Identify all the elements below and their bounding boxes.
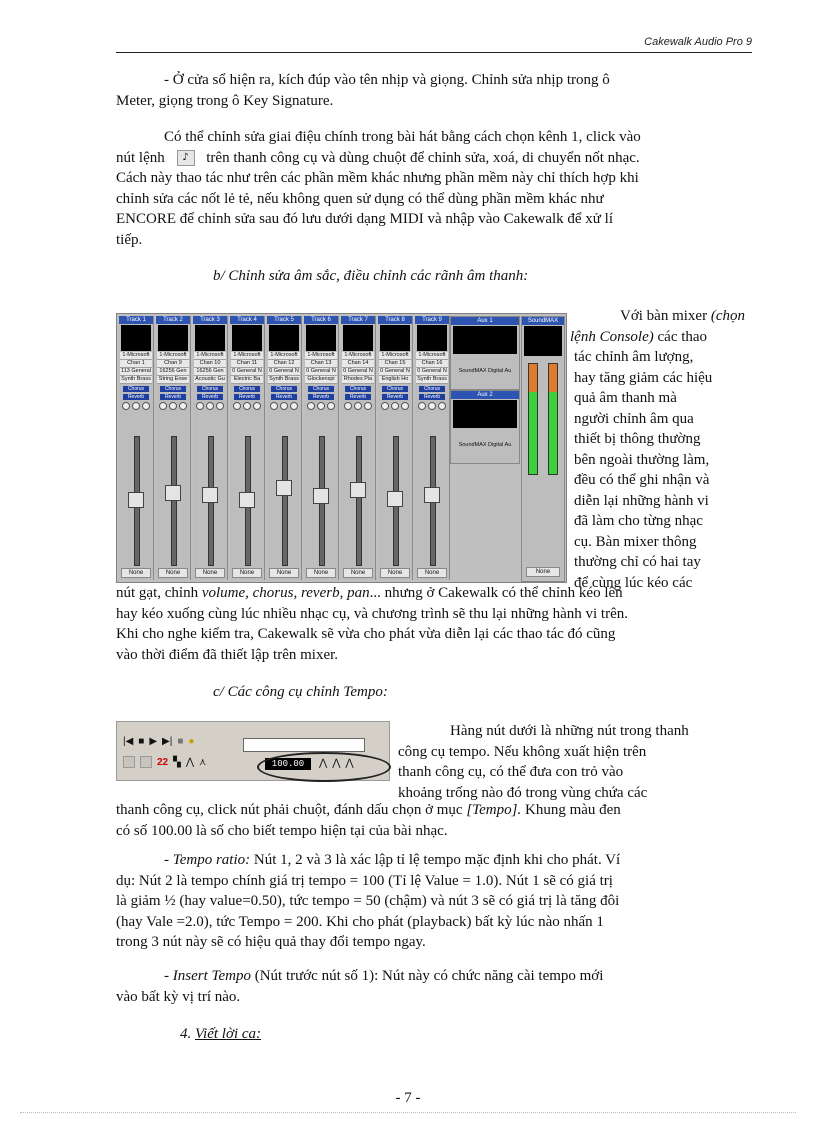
level-meter <box>528 363 538 475</box>
knob-icon <box>270 402 278 410</box>
strip-port: 1-Microsoft <box>379 352 411 360</box>
knob-icon <box>196 402 204 410</box>
knob-icon <box>344 402 352 410</box>
mixer-text-2b: các thao <box>657 328 708 345</box>
tempo-ratio-line-5: trong 3 nút này sẽ có hiệu quả thay đổi tempo ngay. <box>116 934 426 950</box>
mixer-text-line-9: đều có thể ghi nhận và <box>574 472 710 488</box>
tempo-desc-line-1: Hàng nút dưới là những nút trong thanh <box>450 723 689 739</box>
strip-instrument: Electric Ba <box>231 376 263 384</box>
tempo-ratio-line-1 <box>116 850 740 871</box>
strip-track-name: Track 2 <box>156 316 190 324</box>
intro-paragraph <box>116 70 740 111</box>
strip-scope <box>343 325 373 351</box>
strip-patch: 113 General <box>121 368 151 374</box>
insert-tempo-prefix: - <box>164 968 173 984</box>
tempo-desc-line-2: công cụ tempo. Nếu không xuất hiện trên <box>398 743 647 760</box>
strip-track-name: Track 8 <box>378 316 412 324</box>
tempo-value-display: 100.00 <box>265 758 311 770</box>
tempo-ratio-first: Nút 1, 2 và 3 là xác lập tỉ lệ tempo mặc định khi cho phát. Ví <box>253 852 621 868</box>
strip-patch: 16256 Gen <box>194 368 226 376</box>
mixer-text-line-8: bên ngoài thường làm, <box>574 451 710 468</box>
strip-patch: 0 General N <box>380 368 410 374</box>
strip-chorus: Chorus <box>271 386 297 392</box>
ratio-button-1-icon: ⋀ <box>319 758 328 769</box>
melody-line-5: ENCORE để chỉnh sửa sau đó lưu dưới dạng MIDI và nhập vào Cakewalk để xử lí <box>116 211 614 227</box>
tempo-tool-icon-2: ⋀ <box>185 756 195 768</box>
tempo-ratio-line-2: dụ: Nút 2 là tempo chính giá trị tempo = 100 (Tỉ lệ Value = 1.0). Nút 1 sẽ có giá trị <box>116 872 613 889</box>
level-meter <box>548 363 558 475</box>
mixer-strip <box>193 316 228 580</box>
play-icon: ▶ <box>149 736 158 747</box>
tempo-row <box>123 756 206 768</box>
fader-cap <box>424 487 440 503</box>
mixer-text-line-2 <box>570 327 788 348</box>
strip-output: None <box>380 568 410 578</box>
section-4-title: Viết lời ca: <box>195 1026 262 1042</box>
mixer-text-line-4: hay tăng giảm các hiệu <box>574 369 713 386</box>
mixer-strip <box>304 316 339 580</box>
tempo-ratio-paragraph <box>116 850 740 953</box>
fader-track <box>282 436 288 566</box>
strip-output: None <box>306 568 336 578</box>
insert-tempo-term: Insert Tempo <box>172 968 251 984</box>
knob-icon <box>142 402 150 410</box>
highlight-ellipse <box>257 752 391 782</box>
aux-scope <box>453 326 517 354</box>
tempo-ratio-line-4: (hay Vale =2.0), tức Tempo = 200. Khi cho phát (playback) bất kỳ lúc nào nhấn 1 <box>116 913 604 930</box>
transport-row <box>123 736 194 747</box>
melody-line-1: Có thể chỉnh sửa giai điệu chính trong bài hát bằng cách chọn kênh 1, click vào <box>164 129 641 145</box>
mixer-text-line-7: thiết bị thông thường <box>574 431 701 447</box>
heading-c: c/ Các công cụ chỉnh Tempo: <box>213 684 388 700</box>
knob-icon <box>179 402 187 410</box>
strip-port: 1-Microsoft <box>231 352 263 360</box>
end-icon: ▶| <box>162 736 173 747</box>
strip-track-name: Track 6 <box>304 316 338 324</box>
knob-icon <box>391 402 399 410</box>
strip-instrument: Synth Brass <box>121 376 151 382</box>
mixer-continue-text <box>116 583 740 665</box>
tempo-desc-cont <box>116 800 740 841</box>
strip-output: None <box>232 568 262 578</box>
strip-port: 1-Microsoft <box>268 352 300 360</box>
mixer-cont-1a: nút gạt, chỉnh <box>116 585 199 601</box>
tempo-desc-5a: thanh công cụ, click nút phải chuột, đánh dấu chọn ở mục <box>116 802 463 818</box>
strip-reverb: Reverb <box>234 394 260 400</box>
ratio-button-3-icon: ⋀ <box>345 758 354 769</box>
strip-fader <box>421 436 443 566</box>
mixer-text-line-10: diễn lại những hành vi <box>574 492 709 509</box>
strip-knobs <box>233 402 261 409</box>
strip-channel: Chan 14 <box>342 360 374 368</box>
strip-output: None <box>158 568 188 578</box>
mixer-strip <box>378 316 413 580</box>
aux-name: Aux 1 <box>451 317 519 325</box>
knob-icon <box>307 402 315 410</box>
strip-reverb: Reverb <box>271 394 297 400</box>
knob-icon <box>253 402 261 410</box>
strip-channel: Chan 9 <box>157 360 189 368</box>
knob-icon <box>327 402 335 410</box>
strip-scope <box>121 325 151 351</box>
mixer-strip <box>119 316 154 580</box>
mixer-cont-line-3: Khi cho nghe kiểm tra, Cakewalk sẽ vừa cho phát vừa diễn lại các thao tác đó cũng <box>116 626 616 642</box>
stop-icon: ■ <box>138 736 145 747</box>
mixer-cont-line-1 <box>116 583 740 604</box>
tempo-desc-text <box>398 721 770 803</box>
strip-fader <box>199 436 221 566</box>
insert-tempo-first-b: Nút này có chức năng cài tempo mới <box>382 968 604 984</box>
strip-chorus: Chorus <box>234 386 260 392</box>
strip-instrument: English Ho <box>379 376 411 384</box>
master-output: None <box>526 567 560 577</box>
strip-output: None <box>195 568 225 578</box>
strip-patch: 0 General N <box>269 368 299 374</box>
knob-icon <box>132 402 140 410</box>
strip-reverb: Reverb <box>197 394 223 400</box>
strip-chorus: Chorus <box>123 386 149 392</box>
strip-instrument: Synth Brass <box>269 376 299 382</box>
fader-track <box>356 436 362 566</box>
strip-channel: Chan 15 <box>379 360 411 368</box>
strip-reverb: Reverb <box>419 394 445 400</box>
mixer-console-image <box>116 313 567 583</box>
strip-reverb: Reverb <box>308 394 334 400</box>
mixer-cont-line-2: hay kéo xuống cùng lúc nhiều nhạc cụ, và chương trình sẽ thu lại những hành vi trên. <box>116 605 628 622</box>
tempo-ratio-line-3: là giảm ½ (hay value=0.50), tức tempo = 50 (chậm) và nút 3 sẽ có giá trị là tăng đôi <box>116 893 620 909</box>
strip-patch: 0 General N <box>306 368 336 374</box>
insert-tempo-paragraph <box>116 966 740 1007</box>
strip-port: 1-Microsoft <box>416 352 448 360</box>
strip-reverb: Reverb <box>382 394 408 400</box>
master-scope <box>524 326 562 356</box>
strip-fader <box>236 436 258 566</box>
strip-knobs <box>196 402 224 409</box>
tempo-desc-5c: Khung màu đen <box>524 802 621 818</box>
heading-b: b/ Chỉnh sửa âm sắc, điều chỉnh các rãnh âm thanh: <box>213 268 529 284</box>
insert-tempo-icon <box>123 756 135 768</box>
strip-patch: 0 General N <box>343 368 373 374</box>
strip-knobs <box>270 402 298 409</box>
strip-chorus: Chorus <box>197 386 223 392</box>
strip-scope <box>232 325 262 351</box>
strip-knobs <box>344 402 372 409</box>
mixer-strip <box>415 316 450 580</box>
melody-line-2-b: trên thanh công cụ và dùng chuột để chỉnh sửa, xoá, di chuyển nốt nhạc. <box>206 149 640 166</box>
strip-scope <box>380 325 410 351</box>
ratio-label: 22 <box>157 756 169 768</box>
strip-fader <box>384 436 406 566</box>
strip-output: None <box>269 568 299 578</box>
strip-fader <box>347 436 369 566</box>
mixer-cont-1b: volume, chorus, reverb, pan <box>201 585 370 601</box>
intro-line-1: - Ở cửa sổ hiện ra, kích đúp vào tên nhịp và giọng. Chỉnh sửa nhịp trong ô <box>164 72 610 88</box>
header-rule <box>116 52 752 53</box>
strip-scope <box>269 325 299 351</box>
strip-reverb: Reverb <box>345 394 371 400</box>
strip-track-name: Track 5 <box>267 316 301 324</box>
strip-chorus: Chorus <box>382 386 408 392</box>
knob-icon <box>428 402 436 410</box>
strip-track-name: Track 4 <box>230 316 264 324</box>
fader-track <box>171 436 177 566</box>
section-4-number: 4. <box>180 1026 195 1042</box>
mixer-text-line-6: người chỉnh âm qua <box>574 410 694 427</box>
strip-track-name: Track 7 <box>341 316 375 324</box>
mixer-text-1b: (chọn <box>710 308 745 324</box>
mixer-strip <box>156 316 191 580</box>
insert-tempo-line-2: vào bất kỳ vị trí nào. <box>116 988 241 1005</box>
aux-name: Aux 2 <box>451 391 519 399</box>
mixer-text-line-14: để cùng lúc kéo các <box>574 574 693 591</box>
mixer-text-line-13: thường chỉ có hai tay <box>574 554 701 570</box>
tempo-toolbar-image <box>116 721 390 781</box>
knob-icon <box>354 402 362 410</box>
strip-patch: 0 General N <box>232 368 262 374</box>
aux-device: SoundMAX Digital Au <box>458 368 512 374</box>
fader-cap <box>387 491 403 507</box>
knob-icon <box>206 402 214 410</box>
strip-scope <box>195 325 225 351</box>
knob-icon <box>169 402 177 410</box>
master-name: SoundMAX <box>522 317 564 325</box>
strip-instrument: Rhodes Pia <box>343 376 373 382</box>
strip-knobs <box>159 402 187 409</box>
strip-patch: 16256 Gen <box>157 368 189 376</box>
tempo-desc-5b: [Tempo]. <box>466 802 522 818</box>
mixer-strip <box>230 316 265 580</box>
strip-scope <box>158 325 188 351</box>
page-number: - 7 - <box>395 1090 421 1106</box>
knob-icon <box>401 402 409 410</box>
strip-channel: Chan 10 <box>194 360 226 368</box>
strip-channel: Chan 1 <box>120 360 152 368</box>
mixer-text-line-11: đã làm cho từng nhạc <box>574 513 703 529</box>
fader-cap <box>202 487 218 503</box>
strip-chorus: Chorus <box>345 386 371 392</box>
strip-knobs <box>307 402 335 409</box>
knob-icon <box>364 402 372 410</box>
strip-fader <box>125 436 147 566</box>
knob-icon <box>317 402 325 410</box>
knob-icon <box>233 402 241 410</box>
strip-port: 1-Microsoft <box>194 352 226 360</box>
strip-output: None <box>343 568 373 578</box>
aux-scope <box>453 400 517 428</box>
strip-chorus: Chorus <box>419 386 445 392</box>
mixer-text-1a: Với bàn mixer <box>620 308 708 324</box>
position-combo <box>243 738 365 752</box>
strip-patch: 0 General N <box>417 368 447 374</box>
aux-device: SoundMAX Digital Au <box>458 442 512 448</box>
strip-port: 1-Microsoft <box>157 352 189 360</box>
strip-output: None <box>121 568 151 578</box>
strip-instrument: Glockenspi <box>305 376 337 384</box>
mixer-text-line-3: tác chỉnh âm lượng, <box>574 349 694 365</box>
melody-paragraph <box>116 127 740 250</box>
strip-track-name: Track 1 <box>119 316 153 324</box>
strip-chorus: Chorus <box>160 386 186 392</box>
record-icon: ■ <box>177 736 184 747</box>
melody-line-2-a: nút lệnh <box>116 149 165 166</box>
strip-channel: Chan 13 <box>305 360 337 368</box>
knob-icon <box>159 402 167 410</box>
strip-fader <box>162 436 184 566</box>
melody-line-4: chỉnh sửa các nốt lẻ tẻ, nếu không quen sử dụng có thể dùng phần mềm khác như <box>116 190 604 207</box>
note-edit-button-icon: ♪ <box>177 150 195 166</box>
strip-channel: Chan 11 <box>231 360 263 368</box>
insert-tempo-line-1 <box>116 966 740 987</box>
intro-line-2: Meter, giọng trong ô Key Signature. <box>116 92 334 109</box>
strip-channel: Chan 12 <box>268 360 300 368</box>
strip-scope <box>417 325 447 351</box>
section-4-heading <box>180 1026 261 1043</box>
aux-panel <box>450 390 520 464</box>
tempo-desc-line-3: thanh công cụ, có thể đưa con trỏ vào <box>398 764 624 780</box>
strip-reverb: Reverb <box>160 394 186 400</box>
knob-icon <box>418 402 426 410</box>
melody-line-3: Cách này thao tác như trên các phần mềm khác nhưng phần mềm này chỉ thích hợp khi <box>116 170 639 186</box>
strip-port: 1-Microsoft <box>342 352 374 360</box>
melody-line-2 <box>116 148 740 169</box>
strip-fader <box>310 436 332 566</box>
fader-cap <box>239 492 255 508</box>
fader-cap <box>276 480 292 496</box>
tempo-ratio-prefix: - <box>164 852 173 868</box>
strip-chorus: Chorus <box>308 386 334 392</box>
fader-cap <box>313 488 329 504</box>
strip-port: 1-Microsoft <box>305 352 337 360</box>
page-header-title: Cakewalk Audio Pro 9 <box>644 36 752 48</box>
tempo-tool-icon-1: ▚ <box>173 756 181 768</box>
strip-knobs <box>122 402 150 409</box>
mixer-text-line-12: cụ. Bàn mixer thông <box>574 533 697 550</box>
fader-cap <box>350 482 366 498</box>
knob-icon <box>122 402 130 410</box>
strip-track-name: Track 9 <box>415 316 449 324</box>
strip-reverb: Reverb <box>123 394 149 400</box>
ratio-button-2-icon: ⋀ <box>332 758 341 769</box>
strip-instrument: Synth Brass <box>417 376 447 382</box>
master-strip <box>521 316 565 582</box>
melody-line-6: tiếp. <box>116 231 143 248</box>
strip-scope <box>306 325 336 351</box>
knob-icon <box>216 402 224 410</box>
knob-icon <box>381 402 389 410</box>
mixer-cont-line-4: vào thời điểm đã thiết lập trên mixer. <box>116 646 339 663</box>
tempo-ratio-icon <box>140 756 152 768</box>
strip-fader <box>273 436 295 566</box>
strip-knobs <box>381 402 409 409</box>
tempo-desc-line-4: khoảng trống nào đó trong vùng chứa các <box>398 784 648 801</box>
fader-cap <box>128 492 144 508</box>
mixer-strip <box>341 316 376 580</box>
mixer-cont-1c: ... nhưng ở Cakewalk có thể chỉnh kéo lên <box>369 585 623 601</box>
tempo-desc-line-6: có số 100.00 là số cho biết tempo hiện tại của bài nhạc. <box>116 822 448 839</box>
rewind-icon: |◀ <box>123 736 134 747</box>
knob-icon <box>290 402 298 410</box>
mixer-text-2a: lệnh Console) <box>570 328 654 345</box>
knob-icon <box>438 402 446 410</box>
fader-cap <box>165 485 181 501</box>
strip-track-name: Track 3 <box>193 316 227 324</box>
strip-output: None <box>417 568 447 578</box>
strip-instrument: String Ense <box>158 376 188 382</box>
mixer-text-line-5: quả âm thanh mà <box>574 390 677 406</box>
strip-knobs <box>418 402 446 409</box>
tempo-tool-icon-3: ⋏ <box>199 756 207 768</box>
strip-channel: Chan 16 <box>416 360 448 368</box>
strip-port: 1-Microsoft <box>120 352 152 360</box>
insert-tempo-first: (Nút trước nút số 1): <box>254 968 379 984</box>
pause-icon: ● <box>188 736 195 747</box>
mixer-strip <box>267 316 302 580</box>
mixer-text-line-1 <box>570 306 788 327</box>
aux-panel <box>450 316 520 390</box>
tempo-ratio-term: Tempo ratio: <box>172 852 251 868</box>
knob-icon <box>243 402 251 410</box>
footer-rule <box>20 1112 796 1113</box>
strip-instrument: Acoustic Gu <box>195 376 225 382</box>
mixer-side-text <box>570 306 788 593</box>
tempo-desc-line-5 <box>116 800 740 821</box>
knob-icon <box>280 402 288 410</box>
